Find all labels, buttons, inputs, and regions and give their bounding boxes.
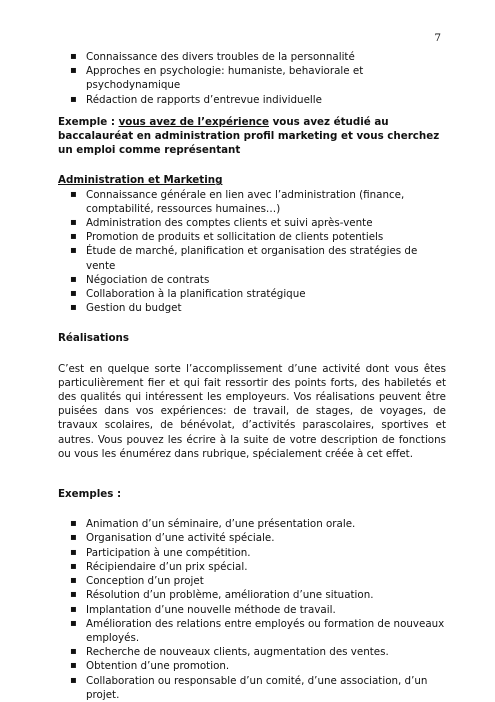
list-item: ▪ Conception d’un projet (58, 574, 446, 588)
document-page (58, 50, 446, 702)
list-item: ▪ Collaboration à la planification stratégique (58, 287, 446, 301)
list-item: ▪ Participation à une compétition. (58, 546, 446, 560)
example-lead: Exemple : (58, 115, 119, 128)
list-item: ▪ Récipiendaire d’un prix spécial. (58, 560, 446, 574)
exemples-heading: Exemples : (58, 488, 122, 501)
example-heading (58, 115, 446, 158)
list-item: ▪ Obtention d’une promotion. (58, 659, 446, 673)
list-item: ▪ Promotion de produits et sollicitation de clients potentiels (58, 230, 446, 244)
list-item: ▪ Résolution d’un problème, amélioration d’une situation. (58, 588, 446, 602)
list-item: ▪ Approches en psychologie: humaniste, behaviorale et psychodynamique (58, 64, 446, 92)
list-item: ▪ Recherche de nouveaux clients, augmentation des ventes. (58, 645, 446, 659)
list-item: ▪ Collaboration ou responsable d’un comité, d’une association, d’un projet. (58, 674, 446, 702)
list-item: ▪ Rédaction de rapports d’entrevue individuelle (58, 93, 446, 107)
page-number: 7 (434, 32, 441, 44)
list-item: ▪ Organisation d’une activité spéciale. (58, 531, 446, 545)
example-rest: vous avez étudié au baccalauréat en administration profil marketing et vous cherchez un emploi comme représentant (58, 115, 440, 157)
realisations-paragraph: C’est en quelque sorte l’accomplissement d’une activité dont vous êtes particulièrement fier et qui fait ressortir des points forts, des habiletés et des qualités qui intéressent les employeurs. Vos réalisations peuvent être puisées dans vos expériences: de travail, de stages, de voyages, de travaux scolaires, de bénévolat, d’activités parascolaires, sportives et autres. Vous pouvez les écrire à la suite de votre description de fonctions ou vous les énumérez dans rubrique, spécialement créée à cet effet. (58, 362, 446, 460)
psychology-skills-list (58, 50, 446, 107)
list-item: ▪ Connaissance des divers troubles de la personnalité (58, 50, 446, 64)
list-item: ▪ Animation d’un séminaire, d’une présentation orale. (58, 517, 446, 531)
list-item: ▪ Étude de marché, planification et organisation des stratégies de vente (58, 244, 446, 272)
example-underlined: vous avez de l’expérience (118, 115, 269, 128)
list-item: ▪ Connaissance générale en lien avec l’administration (finance, comptabilité, ressources humaines…) (58, 188, 446, 216)
list-item: ▪ Administration des comptes clients et suivi après-vente (58, 216, 446, 230)
achievements-list (58, 517, 446, 702)
list-item: ▪ Gestion du budget (58, 301, 446, 315)
admin-marketing-heading: Administration et Marketing (58, 174, 223, 187)
list-item: ▪ Amélioration des relations entre employés ou formation de nouveaux employés. (58, 617, 446, 645)
list-item: ▪ Négociation de contrats (58, 273, 446, 287)
admin-skills-list (58, 188, 446, 316)
realisations-heading: Réalisations (58, 332, 129, 345)
list-item: ▪ Implantation d’une nouvelle méthode de travail. (58, 603, 446, 617)
